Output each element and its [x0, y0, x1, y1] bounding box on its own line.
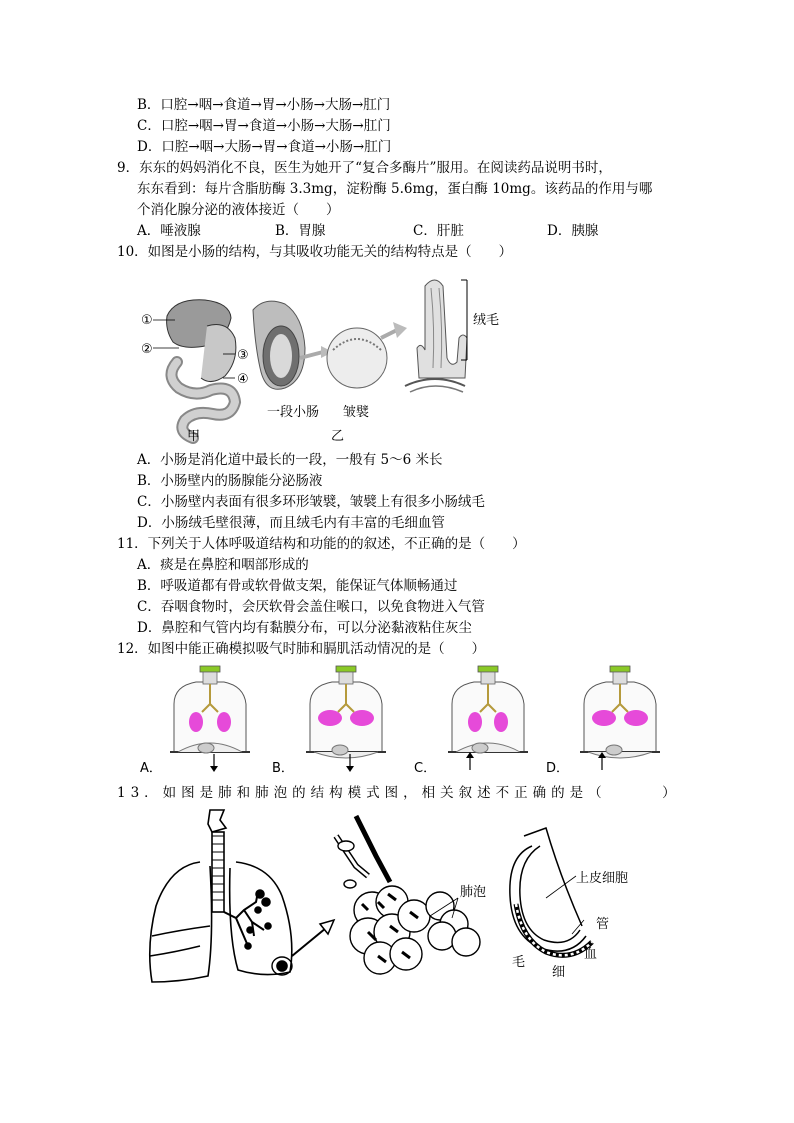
q11-option-d: D．鼻腔和气管内均有黏膜分布，可以分泌黏液粘住灰尘: [137, 620, 472, 636]
label-1: ①: [141, 313, 153, 328]
q10-option-b: B．小肠壁内的肠腺能分泌肠液: [137, 473, 323, 489]
label-capillary-1: 毛: [512, 955, 526, 970]
model-a-label: A．: [140, 761, 162, 776]
model-d: [546, 666, 660, 776]
q8-option-d: D．口腔→咽→大肠→胃→食道→小肠→肛门: [137, 139, 392, 155]
q13-stem: 13．如图是肺和肺泡的结构模式图，相关叙述不正确的是（ ）: [117, 785, 681, 801]
q9-stem-line1: 9．东东的妈妈消化不良，医生为她开了“复合多酶片”服用。在阅读药品说明书时，: [117, 160, 612, 176]
label-intestine-segment: 一段小肠: [267, 405, 320, 420]
lung-model-figure: [130, 664, 660, 780]
q10-option-d: D．小肠绒毛壁很薄，而且绒毛内有丰富的毛细血管: [137, 515, 445, 531]
model-a: [140, 666, 250, 776]
model-b-label: B．: [272, 761, 294, 776]
q9-option-d: D．胰腺: [547, 223, 599, 239]
q9-stem-line2: 东东看到：每片含脂肪酶 3.3mg，淀粉酶 5.6mg，蛋白酶 10mg。该药品的作用与哪: [137, 181, 653, 197]
digestive-organs-figure: [141, 300, 249, 444]
label-capillary-2: 细: [552, 965, 566, 980]
q8-option-c: C．口腔→咽→胃→食道→小肠→大肠→肛门: [137, 118, 391, 134]
label-fold: 皱襞: [343, 405, 370, 420]
q10-option-c: C．小肠壁内表面有很多环形皱襞，皱襞上有很多小肠绒毛: [137, 494, 485, 510]
q9-option-c: C．肝脏: [413, 223, 464, 239]
label-3: ③: [237, 348, 249, 363]
q11-option-b: B．呼吸道都有骨或软骨做支架，能保证气体顺畅通过: [137, 578, 458, 594]
alveolus-capillary-figure: [510, 828, 592, 955]
model-c: [414, 666, 528, 776]
alveoli-cluster-figure: [336, 816, 480, 974]
q9-stem-line3: 个消化腺分泌的液体接近（ ）: [137, 202, 340, 218]
q11-option-c: C．吞咽食物时，会厌软骨会盖住喉口，以免食物进入气管: [137, 599, 485, 615]
small-intestine-figure: [135, 268, 515, 448]
q11-stem: 11．下列关于人体呼吸道结构和功能的的叙述，不正确的是（ ）: [117, 536, 526, 552]
model-c-label: C．: [414, 761, 437, 776]
label-epithelial-cell: 上皮细胞: [576, 871, 629, 886]
label-yi: 乙: [331, 429, 345, 444]
intestine-structure-figure: [253, 280, 499, 444]
label-4: ④: [237, 372, 249, 387]
label-2: ②: [141, 342, 153, 357]
label-capillary-3: 血: [584, 947, 598, 962]
model-d-label: D．: [546, 761, 570, 776]
label-alveolus: 肺泡: [460, 885, 487, 900]
lung-alveolus-figure: [140, 806, 670, 1006]
lungs-figure: [150, 810, 292, 982]
label-villi: 绒毛: [473, 313, 500, 328]
model-b: [272, 666, 386, 776]
q11-option-a: A．痰是在鼻腔和咽部形成的: [137, 557, 309, 573]
label-capillary-4: 管: [596, 917, 610, 932]
q12-stem: 12．如图中能正确模拟吸气时肺和膈肌活动情况的是（ ）: [117, 641, 486, 657]
label-jia: 甲: [187, 429, 201, 444]
q8-option-b: B．口腔→咽→食道→胃→小肠→大肠→肛门: [137, 97, 391, 113]
q10-stem: 10．如图是小肠的结构，与其吸收功能无关的结构特点是（ ）: [117, 244, 513, 260]
q10-option-a: A．小肠是消化道中最长的一段，一般有 5～6 米长: [137, 452, 443, 468]
q9-option-a: A．唾液腺: [137, 223, 201, 239]
q9-option-b: B．胃腺: [275, 223, 326, 239]
